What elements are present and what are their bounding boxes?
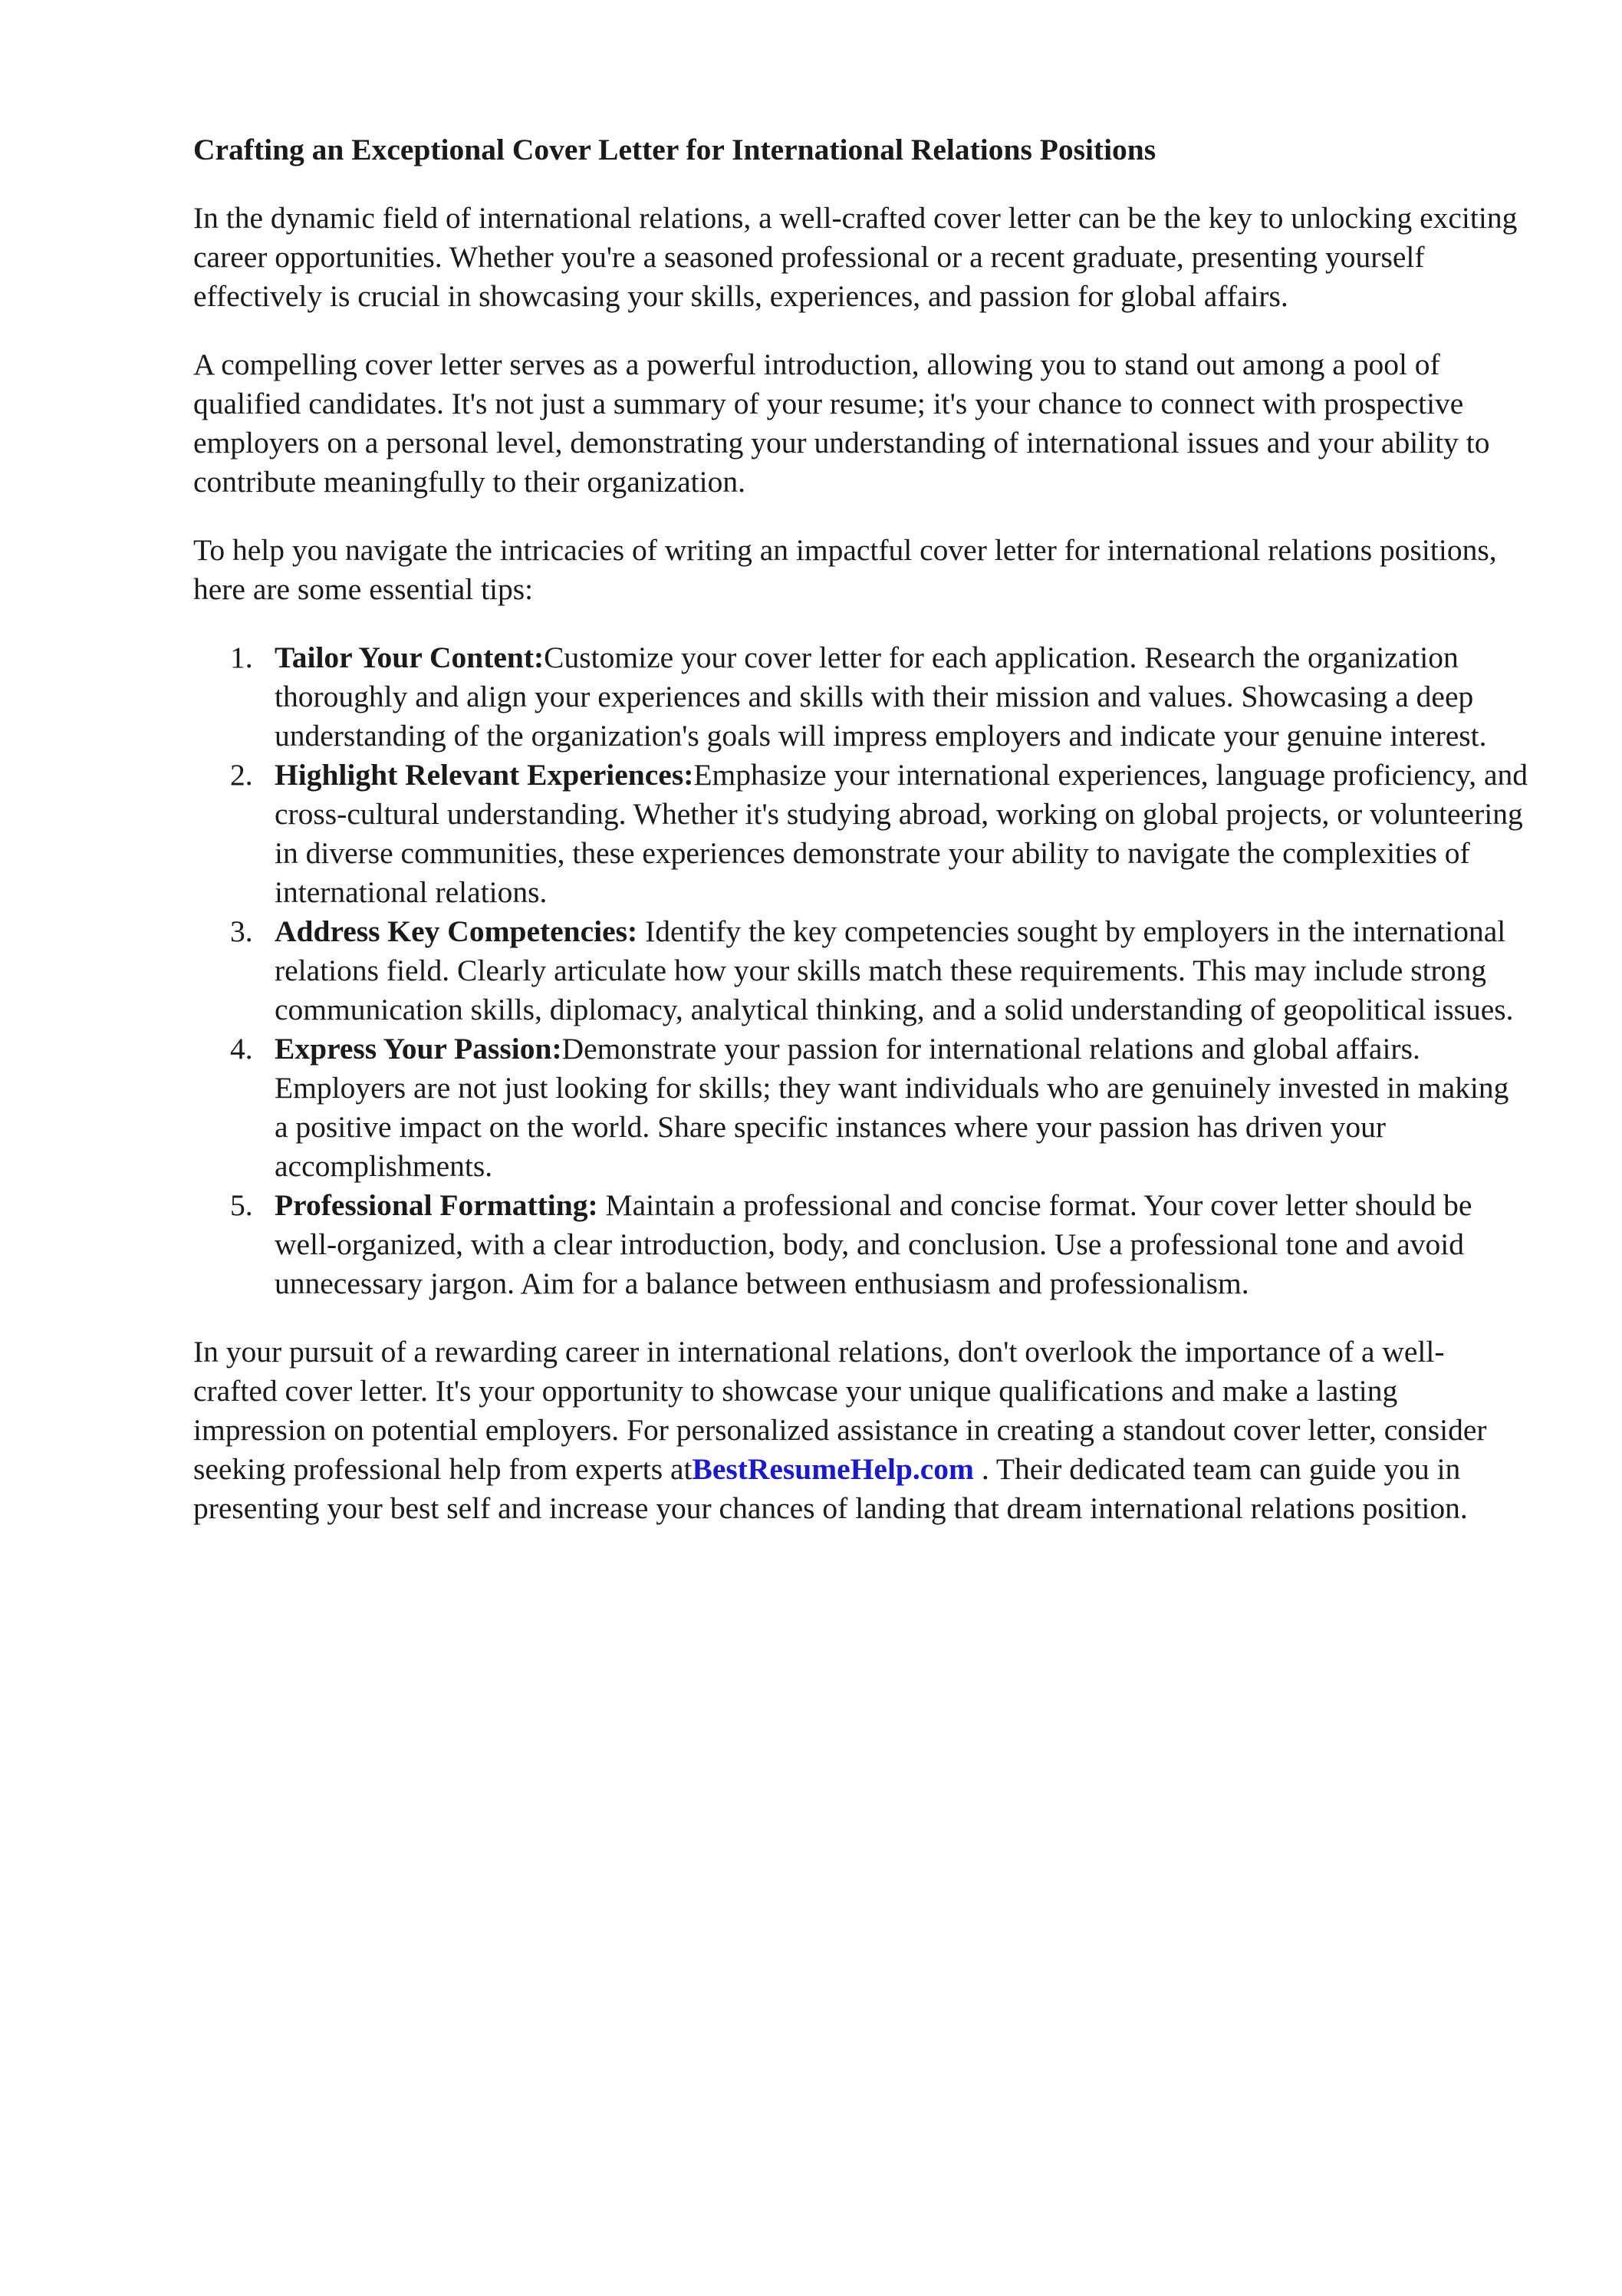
document-page bbox=[193, 130, 1528, 1557]
list-item-text: Customize your cover letter for each application. Research the organization thoroughly and align your experiences and skills with their mission and values. Showcasing a deep understanding of the organization's goals will impress employers and indicate your genuine interest. bbox=[275, 641, 1487, 753]
intro-paragraph: In the dynamic field of international relations, a well-crafted cover letter can be the key to unlocking exciting career opportunities. Whether you're a seasoned professional or a recent graduate, presenting yourself effectively is crucial in showcasing your skills, experiences, and passion for global affairs. bbox=[193, 201, 1518, 313]
document-title: Crafting an Exceptional Cover Letter for International Relations Positions bbox=[193, 133, 1156, 166]
list-item-number: 1. bbox=[230, 641, 253, 674]
closing-text-before-link: In your pursuit of a rewarding career in international relations, don't overlook the importance of a well-crafted cover letter. It's your opportunity to showcase your unique qualifications and make a lasting impression on potential employers. For personalized assistance in creating a standout cover letter, consider seeking professional help from experts at bbox=[193, 1335, 1487, 1486]
list-item-number: 4. bbox=[230, 1032, 253, 1066]
list-item-number: 2. bbox=[230, 758, 253, 792]
list-item-text: Emphasize your international experiences, language proficiency, and cross-cultural understanding. Whether it's studying abroad, working on global projects, or volunteering in diverse communities, these experiences demonstrate your ability to navigate the complexities of international relations. bbox=[275, 758, 1528, 909]
list-item-heading: Highlight Relevant Experiences: bbox=[275, 758, 694, 792]
tips-list bbox=[193, 638, 1528, 1303]
best-resume-help-link[interactable]: BestResumeHelp.com bbox=[692, 1452, 974, 1486]
list-item-number: 5. bbox=[230, 1188, 253, 1222]
list-item-heading: Express Your Passion: bbox=[275, 1032, 562, 1066]
list-item bbox=[193, 1186, 1528, 1303]
list-item-text: Maintain a professional and concise format. Your cover letter should be well-organized, with a clear introduction, body, and conclusion. Use a professional tone and avoid unnecessary jargon. Aim for a balance between enthusiasm and professionalism. bbox=[275, 1188, 1472, 1300]
list-item bbox=[193, 756, 1528, 912]
list-item-number: 3. bbox=[230, 914, 253, 948]
list-item-heading: Tailor Your Content: bbox=[275, 641, 545, 674]
closing-paragraph bbox=[193, 1332, 1528, 1528]
cover-letter-purpose-paragraph: A compelling cover letter serves as a powerful introduction, allowing you to stand out among a pool of qualified candidates. It's not just a summary of your resume; it's your chance to connect with prospective employers on a personal level, demonstrating your understanding of international issues and your ability to contribute meaningfully to their organization. bbox=[193, 348, 1490, 499]
list-item-heading: Professional Formatting: bbox=[275, 1188, 598, 1222]
list-item bbox=[193, 638, 1528, 756]
list-item-text: Demonstrate your passion for international relations and global affairs. Employers are not just looking for skills; they want individuals who are genuinely invested in making a positive impact on the world. Share specific instances where your passion has driven your accomplishments. bbox=[275, 1032, 1509, 1183]
list-item bbox=[193, 912, 1528, 1029]
closing-text-after-link: . Their dedicated team can guide you in presenting your best self and increase your chances of landing that dream international relations position. bbox=[193, 1452, 1468, 1525]
tips-intro-paragraph: To help you navigate the intricacies of writing an impactful cover letter for international relations positions, here are some essential tips: bbox=[193, 533, 1497, 606]
list-item bbox=[193, 1029, 1528, 1186]
list-item-text: Identify the key competencies sought by employers in the international relations field. Clearly articulate how your skills match these requirements. This may include strong communication skills, diplomacy, analytical thinking, and a solid understanding of geopolitical issues. bbox=[275, 914, 1514, 1026]
list-item-heading: Address Key Competencies: bbox=[275, 914, 638, 948]
